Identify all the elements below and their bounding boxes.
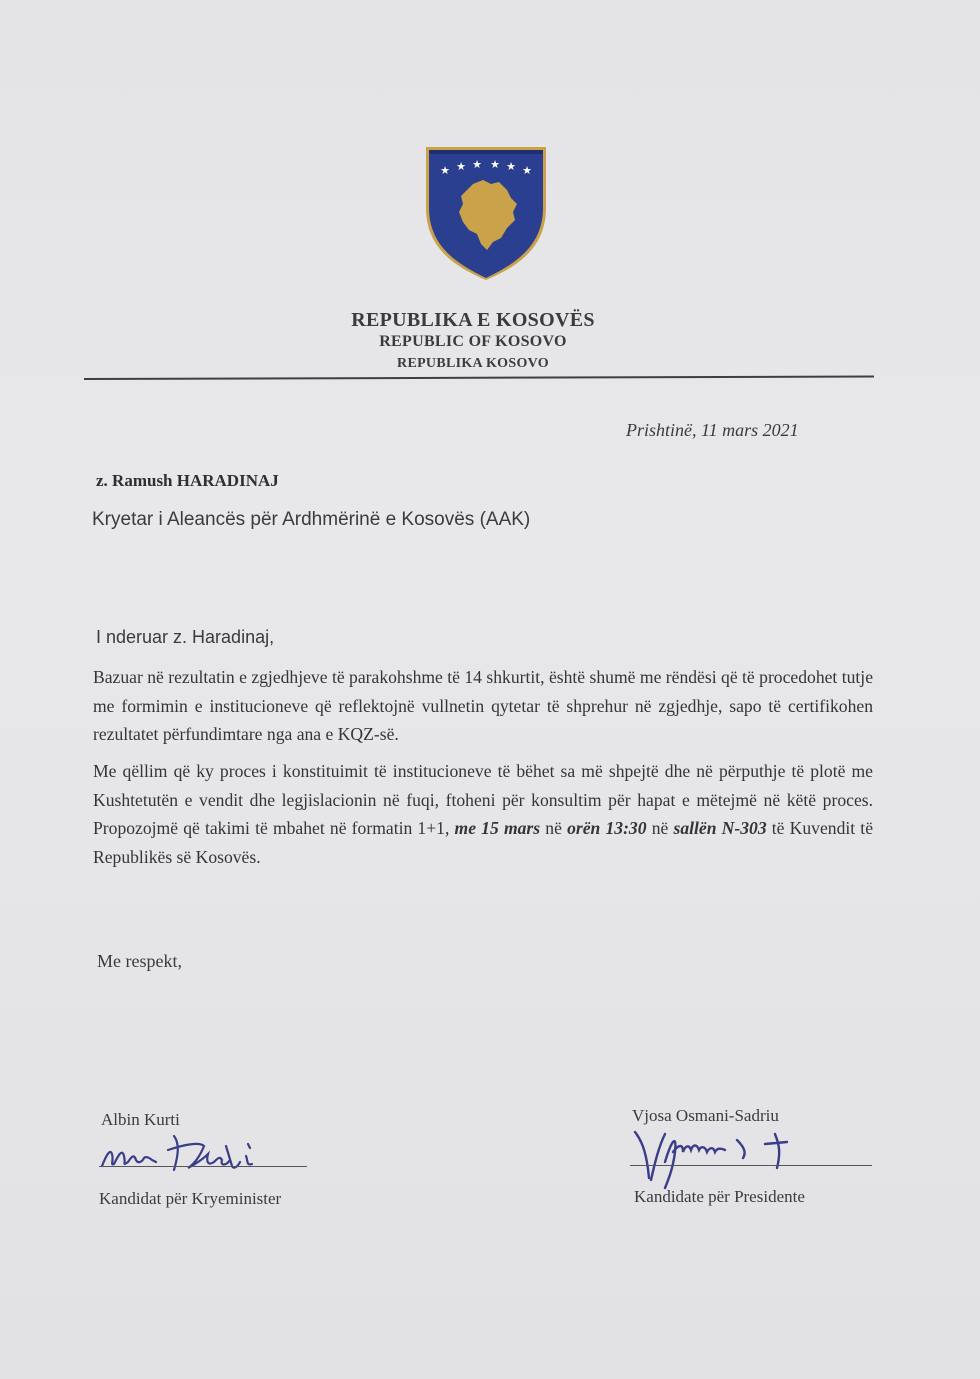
svg-text:★: ★ [522,164,532,177]
letter-date: Prishtinë, 11 mars 2021 [626,420,799,440]
svg-text:★: ★ [472,158,482,171]
paragraph-2-text-a: Me qëllim që ky proces i konstituimit të institucioneve të bëhet sa më shpejtë dhe në përputhje të plotë me Kushtetutën e vendit dhe legjislacionin në fuqi, ftoheni për konsultim për hapat e mëtejmë në këtë proces. Propozojmë që takimi të mbahet në formatin 1+1, [93,761,873,838]
body-paragraph-1: Bazuar në rezultatin e zgjedhjeve të parakohshme të 14 shkurtit, është shumë me rëndësi që të procedohet tutje me formimin e institucioneve që reflektojnë vullnetin qytetar të shprehur në zgjedhje, sapo të certifikohen rezultatet përfundimtare nga ana e KQZ-së. [93,667,873,744]
signature-line-right [630,1165,872,1166]
meeting-date: me 15 mars [454,818,541,838]
paragraph-2-text-d: të Kuvendit të Republikës së Kosovës. [93,818,874,867]
signature-line-left [99,1166,307,1167]
signature-kurti [96,1126,276,1186]
paragraph-2-text-b: në [540,818,568,838]
signatory-role-right: Kandidate për Presidente [634,1187,805,1206]
meeting-room: sallën N-303 [673,818,767,838]
header-divider [84,376,874,380]
meeting-time: orën 13:30 [567,818,647,838]
body-paragraph-2 [93,757,873,871]
coat-of-arms-icon [425,146,547,280]
signatory-name-left: Albin Kurti [101,1110,180,1129]
svg-text:★: ★ [506,160,516,173]
svg-text:★: ★ [490,158,500,171]
salutation: I nderuar z. Haradinaj, [96,627,275,647]
svg-text:★: ★ [456,160,466,173]
recipient-name: z. Ramush HARADINAJ [96,471,279,490]
signatory-name-right: Vjosa Osmani-Sadriu [632,1106,779,1125]
recipient-title: Kryetar i Aleancës për Ardhmërinë e Kosovës (AAK) [92,509,531,530]
signatory-role-left: Kandidat për Kryeminister [99,1189,282,1208]
svg-text:★: ★ [440,164,450,177]
letterhead-title: REPUBLIKA E KOSOVËS [351,309,595,331]
signature-osmani [625,1122,810,1192]
letterhead-subtitle-sr: REPUBLIKA KOSOVO [397,356,549,371]
closing-phrase: Me respekt, [97,951,182,971]
letterhead-subtitle-en: REPUBLIC OF KOSOVO [379,333,567,350]
paragraph-2-text-c: në [646,818,674,838]
